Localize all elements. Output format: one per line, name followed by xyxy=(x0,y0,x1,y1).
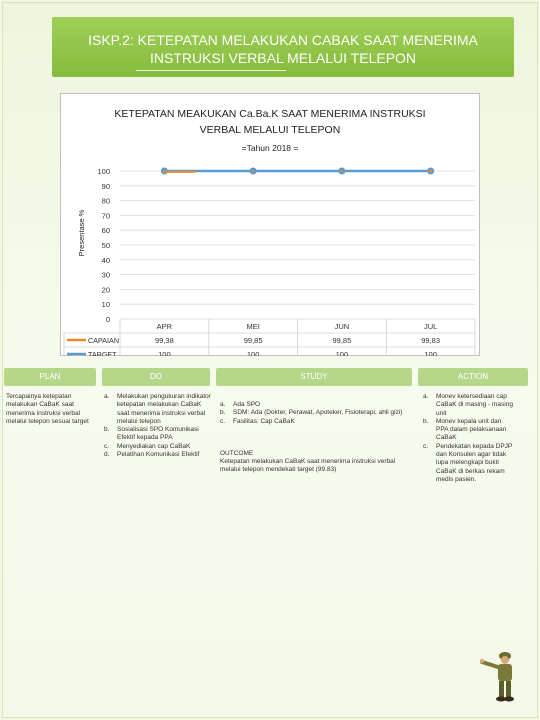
data-label: 100 xyxy=(335,350,349,356)
data-label: 100 xyxy=(424,350,437,356)
legend-label: CAPAIAN xyxy=(88,336,120,345)
y-tick-label: 20 xyxy=(101,285,110,295)
list-text: Pendekatan kepada DPJP dan Konsulen agar tidak lupa melengkapi bukti CaBaK di berkas rekam medis pasien. xyxy=(436,442,513,483)
category-label: APR xyxy=(156,322,173,331)
chart-subtitle: =Tahun 2018 = xyxy=(241,143,299,153)
action-item xyxy=(423,393,515,418)
data-label: 100 xyxy=(158,350,171,356)
list-text: Fasilitas: Cap CaBaK xyxy=(233,417,295,425)
y-tick-label: 40 xyxy=(101,255,110,265)
point-capaian xyxy=(340,170,343,173)
do-heading: DO xyxy=(102,368,210,386)
y-tick-label: 70 xyxy=(101,211,110,221)
y-tick-label: 90 xyxy=(101,181,110,191)
chart-title-line2: VERBAL MELALUI TELEPON xyxy=(199,124,341,136)
list-marker: a. xyxy=(423,393,429,400)
plan-heading: PLAN xyxy=(4,368,96,386)
series-lines xyxy=(161,168,434,175)
y-tick-label: 100 xyxy=(97,167,110,176)
data-table xyxy=(64,319,475,356)
study-list xyxy=(220,401,420,475)
list-marker: c. xyxy=(423,442,429,450)
data-label: 99,85 xyxy=(332,336,352,345)
study-item xyxy=(220,418,420,426)
list-text: Menyediakan cap CaBaK xyxy=(117,442,191,450)
list-text: Monev kepala unit dan PPA dalam pelaksanaan CaBaK xyxy=(436,417,507,442)
list-marker: a. xyxy=(220,401,226,408)
y-tick-label: 80 xyxy=(101,196,110,206)
y-tick-label: 50 xyxy=(101,241,110,250)
study-item xyxy=(220,401,420,409)
do-list xyxy=(104,393,212,459)
do-item xyxy=(104,443,212,451)
soldier-clipart xyxy=(478,648,528,704)
action-item xyxy=(423,418,515,443)
outcome-heading: OUTCOME xyxy=(220,449,254,457)
list-text: Pelatihan Komunikasi Efektif xyxy=(117,451,200,459)
do-item xyxy=(104,426,212,443)
line-chart xyxy=(60,93,480,356)
list-marker: b. xyxy=(104,426,110,434)
point-capaian xyxy=(252,170,255,173)
data-label: 99,38 xyxy=(154,336,174,345)
list-text: SDM: Ada (Dokter, Perawat, Apoteker, Fisioterapi, ahli gizi) xyxy=(233,409,403,417)
category-label: JUL xyxy=(423,322,438,331)
list-marker: c. xyxy=(220,417,226,425)
outcome-text: Ketepatan melakukan CaBaK saat menerima instruksi verbal melalui telepon mendekati target (99.83) xyxy=(220,458,396,474)
action-heading: ACTION xyxy=(418,368,528,386)
study-heading: STUDY xyxy=(216,368,412,386)
list-text: Sosialisasi SPO Komunikasi Efektif kepada PPA xyxy=(117,426,199,442)
list-text: Ada SPO xyxy=(233,401,261,408)
list-text: Melakukan pengukuran indikator ketepatan melakukan CaBaK saat menerima instruksi verbal melalui telepon xyxy=(117,393,211,425)
y-tick-label: 0 xyxy=(105,315,110,324)
do-item xyxy=(104,451,212,459)
list-marker: b. xyxy=(220,409,226,417)
list-text: Monev ketersediaan cap CaBaK di masing - masing unit xyxy=(436,393,513,417)
point-capaian xyxy=(429,170,432,173)
data-label: 99,85 xyxy=(243,336,263,345)
list-marker: b. xyxy=(423,417,429,425)
title-underline xyxy=(136,70,286,71)
y-axis-label: Presentase % xyxy=(77,209,86,257)
category-label: MEI xyxy=(246,322,260,331)
do-item xyxy=(104,393,212,426)
plan-text: Tercapainya ketepatan melakukan CaBaK saat menerima instruksi verbal melalui telepon sesuai target xyxy=(6,393,89,425)
y-tick-label: 10 xyxy=(101,300,110,310)
data-label: 99,83 xyxy=(421,336,441,345)
study-item xyxy=(220,409,420,417)
grid-lines xyxy=(120,171,475,319)
action-item xyxy=(423,443,515,484)
y-tick-labels xyxy=(97,167,110,324)
y-tick-label: 60 xyxy=(101,226,110,236)
data-label: 100 xyxy=(246,350,260,356)
header-banner xyxy=(52,17,514,77)
list-marker: a. xyxy=(104,393,110,400)
list-marker: c. xyxy=(104,442,110,450)
list-marker: d. xyxy=(104,451,110,459)
category-label: JUN xyxy=(334,322,350,331)
y-tick-label: 30 xyxy=(101,270,110,280)
point-capaian xyxy=(163,170,166,173)
chart-title-line1: KETEPATAN MEAKUKAN Ca.Ba.K SAAT MENERIMA INSTRUKSI xyxy=(114,108,426,120)
slide-title: ISKP.2: KETEPATAN MELAKUKAN CABAK SAAT MENERIMA INSTRUKSI VERBAL MELALUI TELEPON xyxy=(88,32,478,66)
legend-label: TARGET xyxy=(88,350,117,356)
action-list xyxy=(423,393,515,484)
